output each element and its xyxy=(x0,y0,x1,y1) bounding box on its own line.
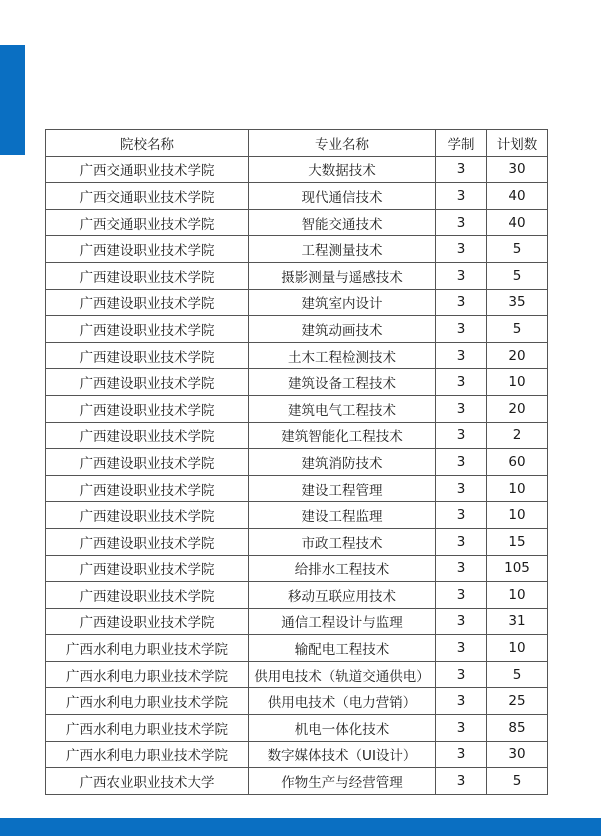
cell-school: 广西建设职业技术学院 xyxy=(46,449,249,476)
cell-years: 3 xyxy=(436,369,487,396)
cell-quota: 10 xyxy=(487,502,548,529)
cell-years: 3 xyxy=(436,422,487,449)
cell-years: 3 xyxy=(436,528,487,555)
cell-major: 供用电技术（电力营销） xyxy=(249,688,436,715)
cell-years: 3 xyxy=(436,156,487,183)
table-header-row xyxy=(46,130,548,157)
cell-major: 通信工程设计与监理 xyxy=(249,608,436,635)
cell-school: 广西水利电力职业技术学院 xyxy=(46,741,249,768)
table-row xyxy=(46,715,548,742)
cell-years: 3 xyxy=(436,715,487,742)
table-row xyxy=(46,316,548,343)
cell-major: 建筑设备工程技术 xyxy=(249,369,436,396)
side-accent-bar xyxy=(0,45,25,155)
cell-school: 广西建设职业技术学院 xyxy=(46,528,249,555)
cell-quota: 85 xyxy=(487,715,548,742)
cell-quota: 5 xyxy=(487,661,548,688)
cell-major: 工程测量技术 xyxy=(249,236,436,263)
table-row xyxy=(46,608,548,635)
table-row xyxy=(46,342,548,369)
cell-quota: 10 xyxy=(487,475,548,502)
cell-years: 3 xyxy=(436,608,487,635)
table-row xyxy=(46,395,548,422)
cell-school: 广西建设职业技术学院 xyxy=(46,236,249,263)
cell-major: 建筑动画技术 xyxy=(249,316,436,343)
cell-school: 广西建设职业技术学院 xyxy=(46,395,249,422)
cell-major: 供用电技术（轨道交通供电） xyxy=(249,661,436,688)
cell-quota: 5 xyxy=(487,236,548,263)
table-row xyxy=(46,422,548,449)
table-row xyxy=(46,289,548,316)
cell-major: 建筑电气工程技术 xyxy=(249,395,436,422)
table-row xyxy=(46,183,548,210)
cell-years: 3 xyxy=(436,289,487,316)
cell-years: 3 xyxy=(436,741,487,768)
table-row xyxy=(46,528,548,555)
cell-years: 3 xyxy=(436,635,487,662)
cell-years: 3 xyxy=(436,768,487,795)
cell-quota: 5 xyxy=(487,316,548,343)
table-row xyxy=(46,262,548,289)
cell-quota: 15 xyxy=(487,528,548,555)
table-row xyxy=(46,555,548,582)
cell-major: 输配电工程技术 xyxy=(249,635,436,662)
cell-school: 广西建设职业技术学院 xyxy=(46,289,249,316)
cell-school: 广西建设职业技术学院 xyxy=(46,422,249,449)
cell-quota: 105 xyxy=(487,555,548,582)
header-years: 学制 xyxy=(436,130,487,157)
table-row xyxy=(46,661,548,688)
table-row xyxy=(46,369,548,396)
cell-school: 广西建设职业技术学院 xyxy=(46,555,249,582)
cell-major: 现代通信技术 xyxy=(249,183,436,210)
cell-major: 建筑室内设计 xyxy=(249,289,436,316)
cell-years: 3 xyxy=(436,502,487,529)
cell-quota: 40 xyxy=(487,209,548,236)
cell-school: 广西建设职业技术学院 xyxy=(46,475,249,502)
cell-quota: 5 xyxy=(487,768,548,795)
enrollment-plan-table xyxy=(45,129,548,795)
cell-school: 广西交通职业技术学院 xyxy=(46,156,249,183)
cell-school: 广西建设职业技术学院 xyxy=(46,502,249,529)
cell-years: 3 xyxy=(436,236,487,263)
cell-years: 3 xyxy=(436,582,487,609)
header-major: 专业名称 xyxy=(249,130,436,157)
header-quota: 计划数 xyxy=(487,130,548,157)
table-row xyxy=(46,741,548,768)
cell-major: 摄影测量与遥感技术 xyxy=(249,262,436,289)
cell-years: 3 xyxy=(436,555,487,582)
cell-major: 建设工程管理 xyxy=(249,475,436,502)
cell-years: 3 xyxy=(436,395,487,422)
cell-quota: 60 xyxy=(487,449,548,476)
cell-major: 建设工程监理 xyxy=(249,502,436,529)
cell-school: 广西交通职业技术学院 xyxy=(46,209,249,236)
cell-school: 广西水利电力职业技术学院 xyxy=(46,715,249,742)
cell-school: 广西建设职业技术学院 xyxy=(46,342,249,369)
table-row xyxy=(46,768,548,795)
bottom-accent-bar xyxy=(0,818,601,836)
cell-years: 3 xyxy=(436,342,487,369)
cell-major: 给排水工程技术 xyxy=(249,555,436,582)
cell-years: 3 xyxy=(436,449,487,476)
table-row xyxy=(46,502,548,529)
cell-years: 3 xyxy=(436,262,487,289)
cell-quota: 5 xyxy=(487,262,548,289)
cell-major: 作物生产与经营管理 xyxy=(249,768,436,795)
table-row xyxy=(46,236,548,263)
cell-school: 广西水利电力职业技术学院 xyxy=(46,635,249,662)
cell-quota: 30 xyxy=(487,741,548,768)
cell-major: 智能交通技术 xyxy=(249,209,436,236)
table-row xyxy=(46,635,548,662)
cell-school: 广西水利电力职业技术学院 xyxy=(46,661,249,688)
cell-quota: 35 xyxy=(487,289,548,316)
cell-school: 广西农业职业技术大学 xyxy=(46,768,249,795)
cell-quota: 31 xyxy=(487,608,548,635)
cell-years: 3 xyxy=(436,209,487,236)
table-row xyxy=(46,209,548,236)
cell-school: 广西交通职业技术学院 xyxy=(46,183,249,210)
cell-years: 3 xyxy=(436,475,487,502)
cell-years: 3 xyxy=(436,661,487,688)
cell-major: 数字媒体技术（UI设计） xyxy=(249,741,436,768)
cell-major: 土木工程检测技术 xyxy=(249,342,436,369)
cell-years: 3 xyxy=(436,688,487,715)
cell-major: 建筑消防技术 xyxy=(249,449,436,476)
table-row xyxy=(46,156,548,183)
cell-school: 广西建设职业技术学院 xyxy=(46,369,249,396)
cell-major: 移动互联应用技术 xyxy=(249,582,436,609)
cell-major: 机电一体化技术 xyxy=(249,715,436,742)
cell-school: 广西建设职业技术学院 xyxy=(46,582,249,609)
table-row xyxy=(46,582,548,609)
cell-major: 大数据技术 xyxy=(249,156,436,183)
cell-school: 广西水利电力职业技术学院 xyxy=(46,688,249,715)
cell-quota: 20 xyxy=(487,342,548,369)
cell-quota: 30 xyxy=(487,156,548,183)
cell-quota: 40 xyxy=(487,183,548,210)
cell-quota: 10 xyxy=(487,582,548,609)
cell-years: 3 xyxy=(436,316,487,343)
table-row xyxy=(46,475,548,502)
table-row xyxy=(46,688,548,715)
cell-quota: 10 xyxy=(487,369,548,396)
cell-quota: 25 xyxy=(487,688,548,715)
cell-major: 市政工程技术 xyxy=(249,528,436,555)
cell-school: 广西建设职业技术学院 xyxy=(46,608,249,635)
cell-school: 广西建设职业技术学院 xyxy=(46,316,249,343)
cell-quota: 2 xyxy=(487,422,548,449)
table-body xyxy=(46,156,548,794)
header-school: 院校名称 xyxy=(46,130,249,157)
cell-quota: 10 xyxy=(487,635,548,662)
cell-school: 广西建设职业技术学院 xyxy=(46,262,249,289)
cell-years: 3 xyxy=(436,183,487,210)
cell-quota: 20 xyxy=(487,395,548,422)
table-row xyxy=(46,449,548,476)
cell-major: 建筑智能化工程技术 xyxy=(249,422,436,449)
